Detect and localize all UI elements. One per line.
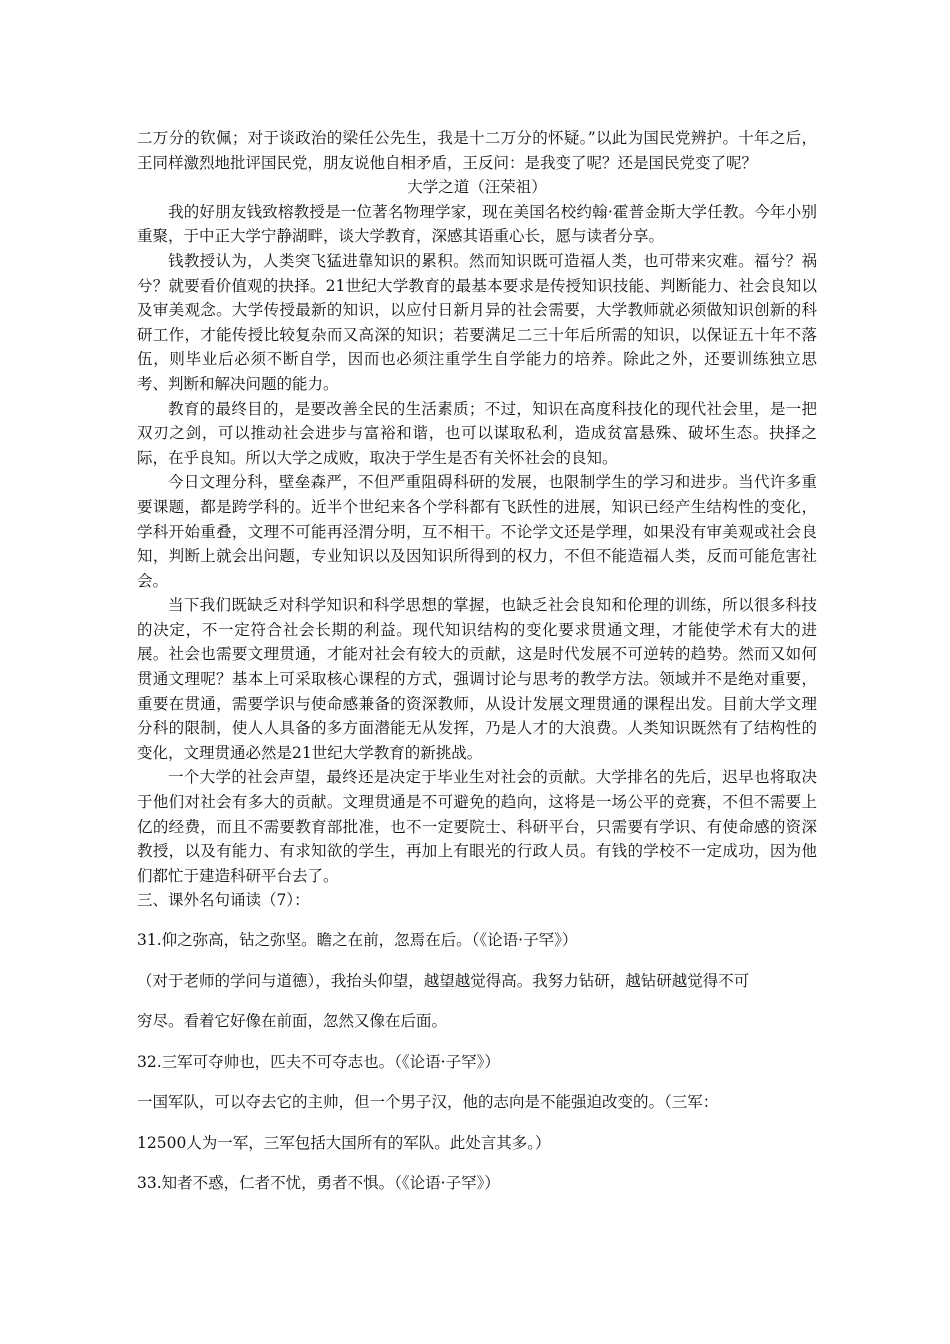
quote-line: （对于老师的学问与道德），我抬头仰望，越望越觉得高。我努力钻研，越钻研越觉得不可 xyxy=(137,971,750,990)
essay-paragraph: 当下我们既缺乏对科学知识和科学思想的掌握，也缺乏社会良知和伦理的训练，所以很多科技的决定，不一定符合社会长期的利益。现代知识结构的变化要求贯通文理，才能使学术有大的进展。社会也需要文理贯通，才能对社会有较大的贡献，这是时代发展不可逆转的趋势。然而又如何贯通文理呢？基本上可采取核心课程的方式，强调讨论与思考的教学方法。领域并不是绝对重要，重要在贯通，需要学识与使命感兼备的资深教师，从设计发展文理贯通的课程出发。目前大学文理分科的限制，使人人具备的多方面潜能无从发挥，乃是人才的大浪费。人类知识既然有了结构性的变化，文理贯通必然是21世纪大学教育的新挑战。 xyxy=(137,596,817,762)
essay-paragraph: 今日文理分科，壁垒森严，不但严重阻碍科研的发展，也限制学生的学习和进步。当代许多重要课题，都是跨学科的。近半个世纪来各个学科都有飞跃性的进展，知识已经产生结构性的变化，学科开始重叠，文理不可能再泾渭分明，互不相干。不论学文还是学理，如果没有审美观或社会良知，判断上就会出问题，专业知识以及因知识所得到的权力，不但不能造福人类，反而可能危害社会。 xyxy=(137,473,817,590)
intro-paragraph: 二万分的钦佩；对于谈政治的梁任公先生，我是十二万分的怀疑。”以此为国民党辨护。十年之后，王同样激烈地批评国民党，朋友说他自相矛盾，王反问：是我变了呢？还是国民党变了呢？ xyxy=(137,129,817,172)
essay-paragraph: 我的好朋友钱致榕教授是一位著名物理学家，现在美国名校约翰·霍普金斯大学任教。今年小别重聚，于中正大学宁静湖畔，谈大学教育，深感其语重心长，愿与读者分享。 xyxy=(137,202,817,246)
quote-line: 31.仰之弥高，钻之弥坚。瞻之在前，忽焉在后。（《论语·子罕》） xyxy=(137,931,578,949)
quote-line: 穷尽。看着它好像在前面，忽然又像在后面。 xyxy=(137,1012,448,1030)
essay-title: 大学之道（汪荣祖） xyxy=(407,178,547,197)
essay-paragraph: 教育的最终目的，是要改善全民的生活素质；不过，知识在高度科技化的现代社会里，是一把双刃之剑，可以推动社会进步与富裕和谐，也可以谋取私利，造成贫富悬殊、破坏生态。抉择之际，在乎良知。所以大学之成败，取决于学生是否有关怀社会的良知。 xyxy=(137,399,817,467)
quote-line: 12500人为一军，三军包括大国所有的军队。此处言其多。） xyxy=(137,1133,551,1152)
essay-paragraph: 钱教授认为，人类突飞猛进靠知识的累积。然而知识既可造福人类，也可带来灾难。福兮？祸兮？就要看价值观的抉择。21世纪大学教育的最基本要求是传授知识技能、判断能力、社会良知以及审美观念。大学传授最新的知识，以应付日新月异的社会需要，大学教师就必须做知识创新的科研工作，才能传授比较复杂而又高深的知识；若要满足二三十年后所需的知识，以保证五十年不落伍，则毕业后必须不断自学，因而也必须注重学生自学能力的培养。除此之外，还要训练独立思考、判断和解决问题的能力。 xyxy=(137,251,817,393)
famous-quotes-list xyxy=(137,928,817,1212)
essay-paragraph: 一个大学的社会声望，最终还是决定于毕业生对社会的贡献。大学排名的先后，迟早也将取决于他们对社会有多大的贡献。文理贯通是不可避免的趋向，这将是一场公平的竞赛，不但不需要上亿的经费，而且不需要教育部批准，也不一定要院士、科研平台，只需要有学识、有使命感的资深教授，以及有能力、有求知欲的学生，再加上有眼光的行政人员。有钱的学校不一定成功，因为他们都忙于建造科研平台去了。 xyxy=(137,768,817,885)
quote-line: 32.三军可夺帅也，匹夫不可夺志也。（《论语·子罕》） xyxy=(137,1052,500,1071)
section-heading: 三、课外名句诵读（7）： xyxy=(137,891,310,910)
document-body xyxy=(137,126,817,913)
quote-line: 33.知者不惑，仁者不忧，勇者不惧。（《论语·子罕》） xyxy=(137,1174,500,1192)
quote-line: 一国军队，可以夺去它的主帅，但一个男子汉，他的志向是不能强迫改变的。（三军： xyxy=(137,1093,719,1111)
